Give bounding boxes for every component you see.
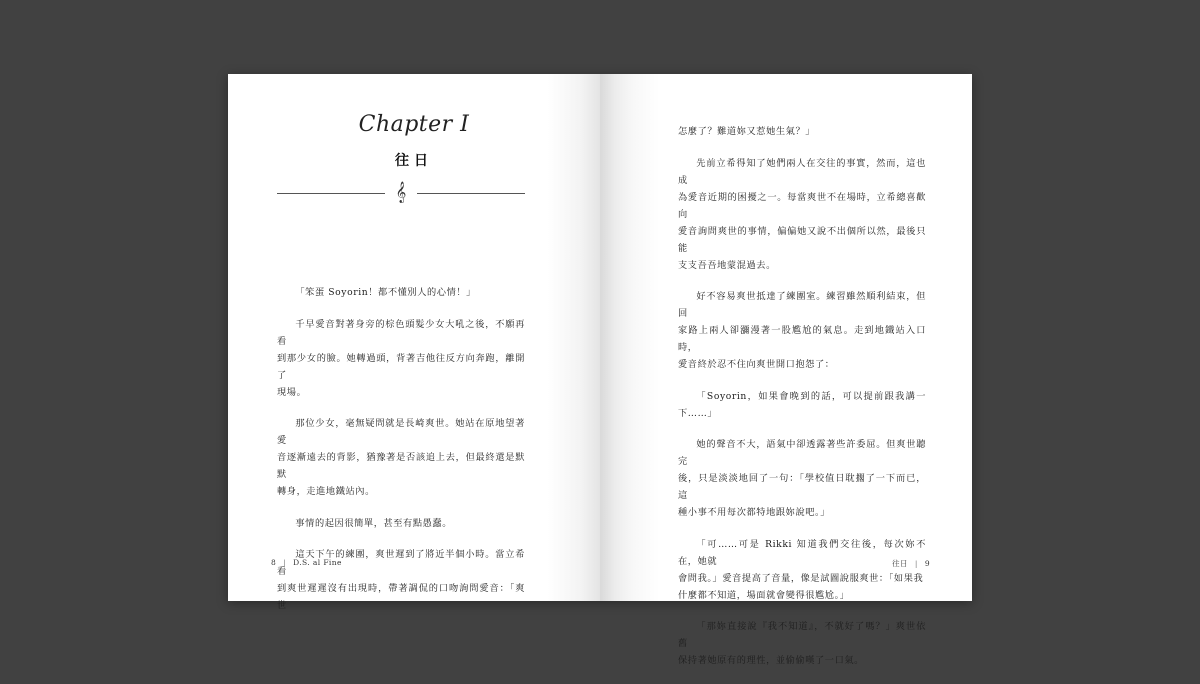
left-body-text — [277, 284, 525, 629]
treble-clef-icon: 𝄞 — [395, 182, 407, 203]
left-page — [228, 74, 600, 611]
page-number: 9 — [924, 559, 930, 568]
paragraph: 「笨蛋 Soyorin！都不懂別人的心情！」 — [295, 287, 476, 298]
right-body-text — [678, 123, 926, 684]
paragraph: 「那妳直接說『我不知道』，不就好了嗎？」爽世依舊 保持著她原有的理性，並偷偷嘆了一口氣。 — [678, 621, 926, 666]
paragraph: 先前立希得知了她們兩人在交往的事實，然而，這也成 為愛音近期的困擾之一。每當爽世不在場時，立希總喜歡向 愛音詢問爽世的事情，偏偏她又說不出個所以然，最後只能 支支吾吾地蒙混過去。 — [678, 157, 926, 271]
left-folio — [271, 558, 342, 567]
paragraph: 好不容易爽世抵達了練團室。練習雖然順利結束，但回 家路上兩人卻瀰漫著一股尷尬的氣息。走到地鐵站入口時， 愛音終於忍不住向爽世開口抱怨了： — [678, 291, 926, 370]
paragraph: 她的聲音不大，語氣中卻透露著些許委屈。但爽世聽完 後，只是淡淡地回了一句：「學校值日耽擱了一下而已，這 種小事不用每次都特地跟妳說吧。」 — [678, 439, 926, 518]
chapter-subtitle: 往日 — [395, 153, 433, 169]
paragraph: 這天下午的練團，爽世遲到了將近半個小時。當立希看 到爽世遲遲沒有出現時，帶著調侃的口吻詢問愛音：「爽世 — [277, 549, 525, 611]
ornament-rule-right — [417, 193, 525, 194]
chapter-title: Chapter I — [358, 112, 470, 137]
paragraph: 「可……可是 Rikki 知道我們交往後，每次妳不在，她就 會問我。」愛音提高了音量，像是試圖說服爽世：「如果我 什麼都不知道，場面就會變得很尷尬。」 — [678, 538, 926, 601]
continuation-paragraph: 怎麼了？難道妳又惹她生氣？」 — [678, 126, 816, 137]
right-page — [600, 74, 972, 666]
chapter-ornament — [277, 182, 525, 204]
running-head: 往日 — [892, 559, 908, 568]
folio-separator: | — [914, 559, 918, 568]
paragraph: 那位少女，毫無疑問就是長崎爽世。她站在原地望著愛 音逐漸遠去的背影，猶豫著是否該追上去，但最終還是默默 轉身，走進地鐵站內。 — [277, 418, 525, 497]
paragraph: 千早愛音對著身旁的棕色頭髮少女大吼之後，不願再看 到那少女的臉。她轉過頭，背著吉他往反方向奔跑，離開了 現場。 — [277, 318, 525, 398]
page-number: 8 — [271, 558, 277, 567]
paragraph: 事情的起因很簡單，甚至有點愚蠢。 — [295, 517, 452, 529]
folio-separator: | — [283, 558, 287, 567]
right-folio — [892, 558, 930, 569]
running-head: D.S. al Fine — [293, 558, 342, 567]
paragraph: 「Soyorin，如果會晚到的話，可以提前跟我講一下……」 — [678, 390, 926, 419]
book-spread — [228, 74, 972, 666]
